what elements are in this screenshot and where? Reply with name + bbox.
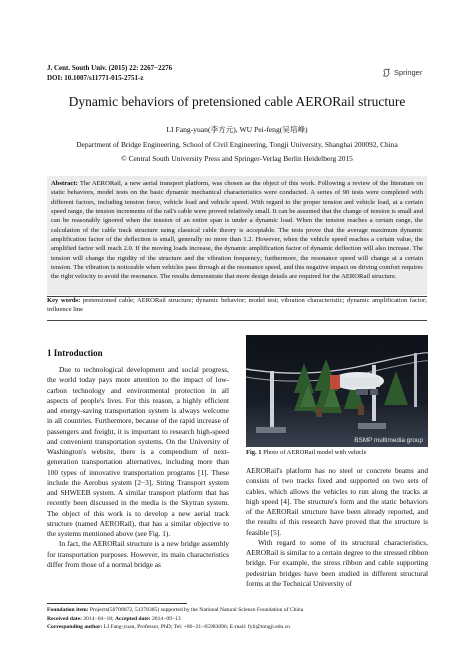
copyright-line: © Central South University Press and Springer-Verlag Berlin Heidelberg 2015 [121, 154, 353, 163]
funding-label: Foundation item: [47, 607, 89, 613]
funding-text: Projects(50708072, 51378385) supported by the National Natural Science Foundation of China [89, 607, 304, 613]
footnote-rule [47, 603, 187, 604]
paragraph: Due to technological development and social progress, the world today pays more attention to the impact of low-carbon technology and environmental protection in all aspects of people's lives. For this reason, a highly efficient and energy-saving transportation system is always welcome in all countries. Furthermore, because of the rapid increase of passengers and freight, it is important to research high-speed and convenient transportation systems. On the University of Washington's website, there is a compendium of next-generation transportation alternatives, including more than 100 types of innovative transportation programs [1]. These include the Aerobus system [2−3], String Transport system and SHWEEB system. A similar transport platform that has recently been discussed in the media is the Skytran system. The object of this work is to develop a new aerial track structure (named AERORail), that has a similar objective to the systems mentioned above (see Fig. 1). [47, 365, 229, 538]
aerorail-model-photo [246, 335, 428, 447]
doi-line: DOI: 10.1007/s11771-015-2751-z [47, 73, 144, 82]
rule-bottom [47, 320, 427, 321]
accepted-date: 2014−09−13 [152, 615, 181, 622]
figure-caption-text: Photo of AERORail model with vehicle [263, 449, 367, 456]
keywords [47, 296, 427, 315]
right-column [246, 466, 428, 589]
publisher-name: Springer [394, 68, 423, 77]
corresponding-label: Corresponding author: [47, 624, 103, 631]
figure-watermark: BSMP multimedia group [354, 437, 423, 444]
figure-photo [246, 335, 428, 447]
keywords-text: pretensioned cable; AERORail structure; dynamic behavior; model test; vibration characteristic; dynamic amplification factor; influence line [47, 297, 427, 314]
paragraph: In fact, the AERORail structure is a new bridge assembly for transportation purposes. However, its main characteristics differ from those of a normal bridge as [47, 539, 229, 569]
corresponding-note [47, 623, 427, 632]
journal-header [47, 64, 172, 83]
figure-label: Fig. 1 [246, 449, 262, 456]
left-column [47, 365, 229, 570]
abstract [47, 176, 427, 295]
abstract-text: The AERORail, a new aerial transport platform, was chosen as the object of this work. Following a review of the literature on static behaviors, model tests on the basic dynamic mechanical characteristics were conducted. A series of 90 tests were completed with different factors, including tension force, vehicle load and vehicle speed. With regard to the proper tension and vehicle load, at a certain speed range, the tension increments of the rail's cable were proved relatively small. It can be assumed that the change of tension is small and can be reasonably ignored when the tension of an entire span is under a dynamic load. When the tension reaches a certain range, the calculation of the cable track structure using classical cable theory is acceptable. The tests prove that the average maximum dynamic amplification factor of the deflection is small, generally no more than 1.2. However, when the vehicle speed reaches a certain value, the amplified factor will reach 2.0. If the moving loads increase, the dynamic amplification factor of dynamic deflection will also increase. The tension will change the rigidity of the structure and the vibration frequency; furthermore, the resonance speed will change at a certain tension. The vibration is noticeable when vehicles pass through at the resonance speed, and this negative impact on driving comfort requires the right velocity to avoid the resonance. The results demonstrate that more design details are required for the AERORail structure. [51, 180, 424, 281]
funding-note [47, 606, 427, 615]
affiliation: Department of Bridge Engineering, School of Civil Engineering, Tongji University, Shanghai 200092, China [76, 140, 398, 149]
paragraph: With regard to some of its structural characteristics, AERORail is similar to a certain degree to the stressed ribbon bridge. For example, the stress ribbon and cable supporting pedestrian bridges have been studied in different structural forms at the Technical University of [246, 537, 428, 588]
received-label: Received date: [47, 615, 82, 622]
figure-caption [246, 449, 367, 456]
footnotes [47, 606, 427, 632]
journal-citation: J. Cent. South Univ. (2015) 22: 2267−2276 [47, 64, 173, 72]
paper-title: Dynamic behaviors of pretensioned cable AERORail structure [68, 94, 406, 109]
springer-horse-icon [382, 68, 391, 77]
accepted-label: Accepted date: [115, 615, 151, 622]
publisher-logo [382, 68, 422, 77]
received-date: 2014−04−18; [83, 615, 114, 622]
keywords-label: Key words: [47, 297, 81, 304]
authors: LI Fang-yuan(李方元), WU Pei-feng(吴培峰) [166, 125, 308, 134]
abstract-label: Abstract: [51, 180, 78, 187]
paragraph: AERORail's platform has no steel or concrete beams and consists of two tracks fixed and supported on two sets of cables, which allows the vehicles to run along the tracks at high speed [4]. The structure's form and the static behaviors of the AERORail structure have been already reported, and the results of this research have proved that the structure is feasible [5]. [246, 466, 428, 537]
corresponding-text: LI Fang-yuan, Professor, PhD; Tel: +86−21−65983096; E-mail: fyli@tongji.edu.cn [103, 624, 290, 631]
dates-note [47, 615, 427, 624]
section-heading: 1 Introduction [47, 348, 103, 358]
